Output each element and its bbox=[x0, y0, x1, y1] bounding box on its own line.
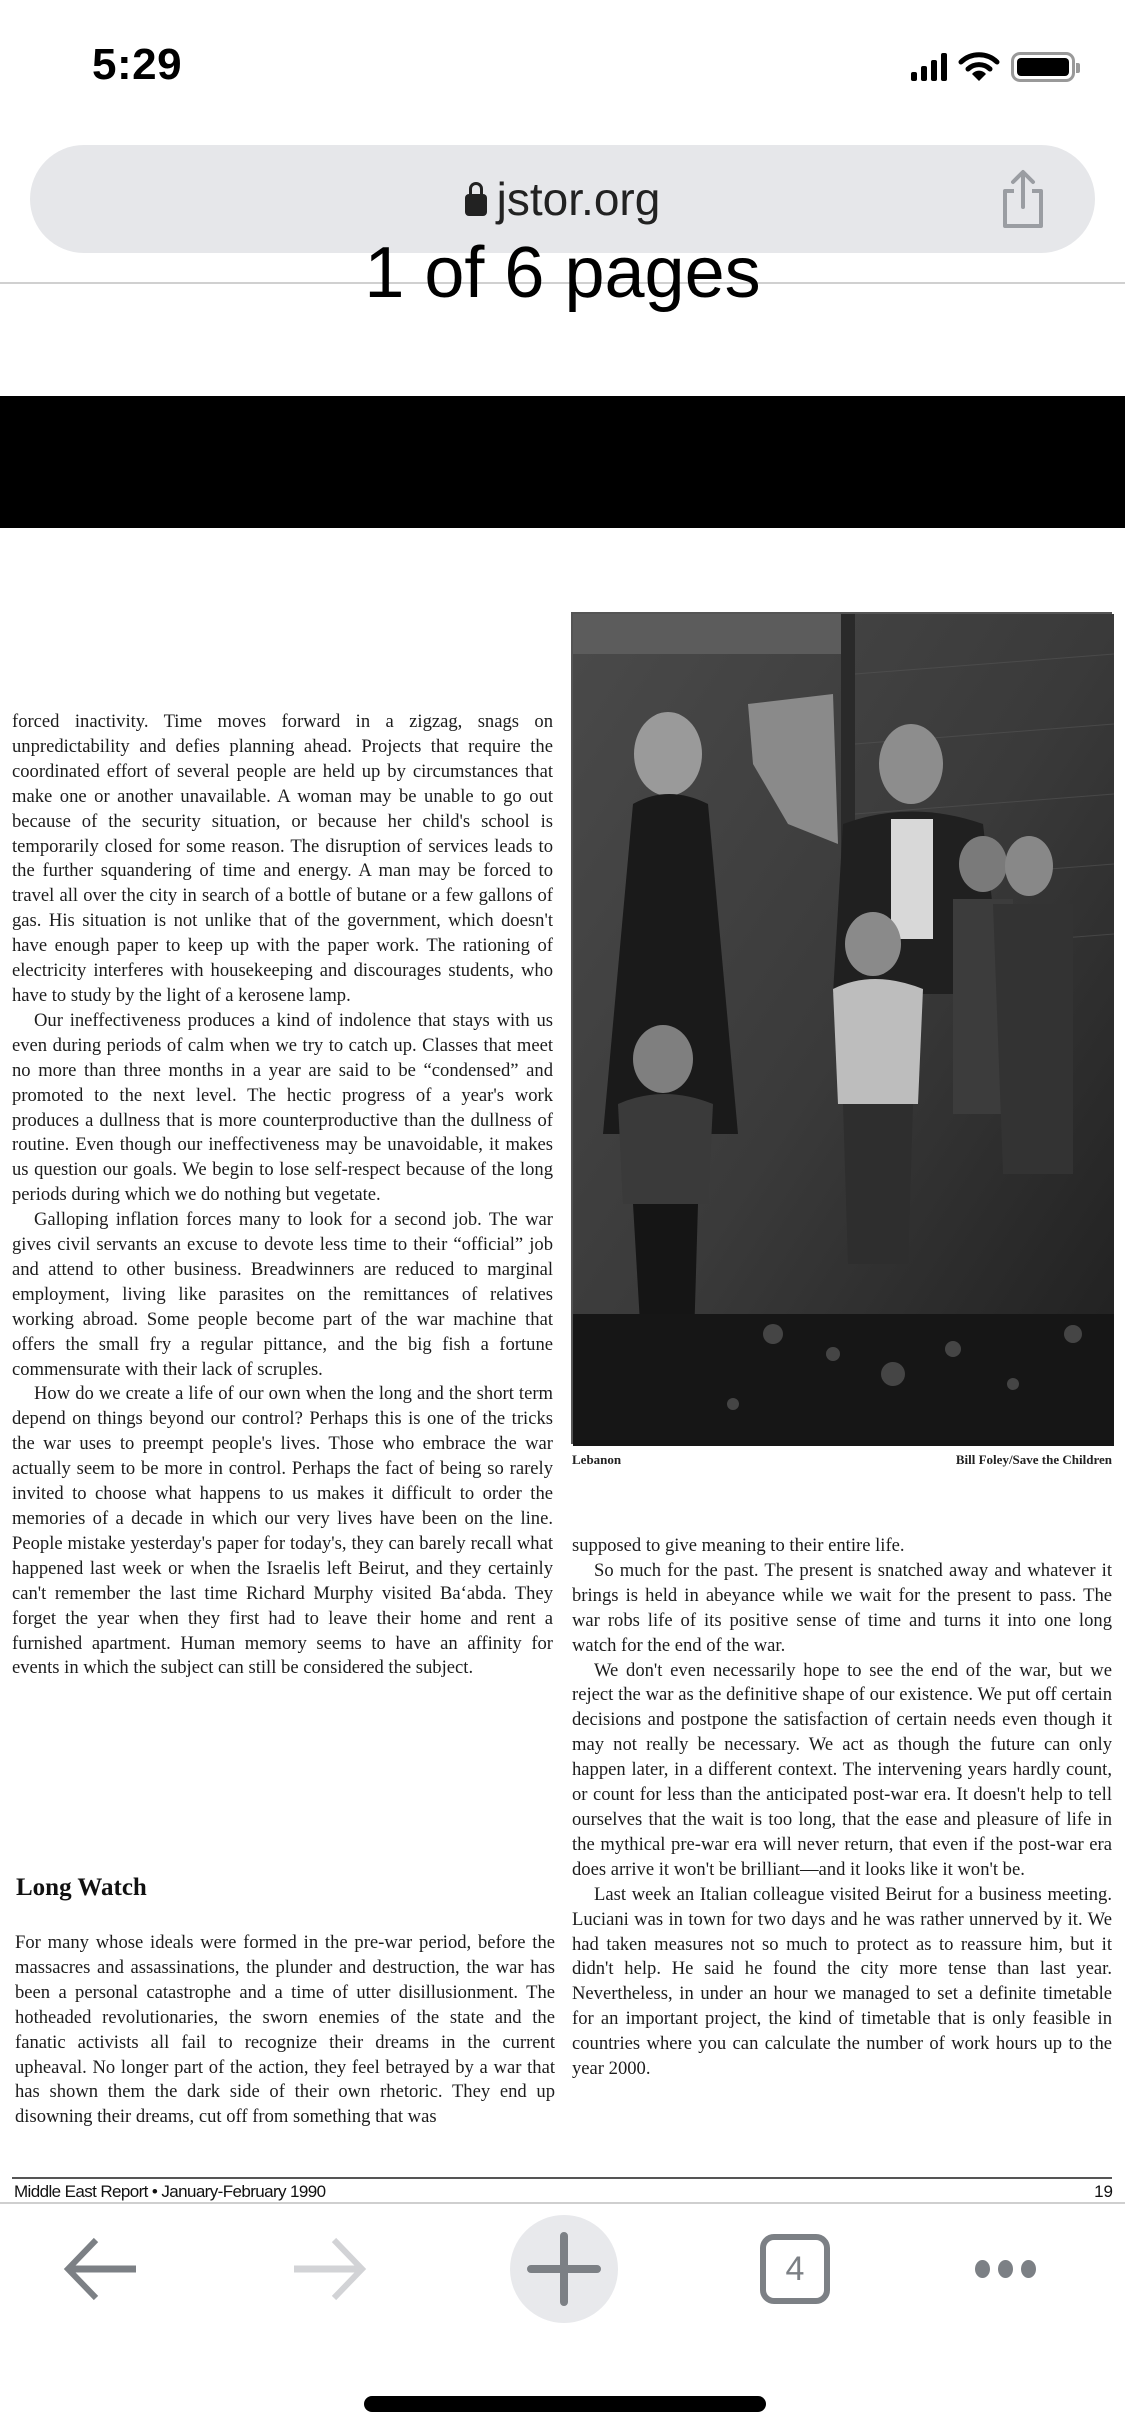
battery-icon bbox=[1011, 52, 1075, 82]
section-heading: Long Watch bbox=[16, 1874, 147, 1901]
paragraph: For many whose ideals were formed in the pre-war period, before the massacres and assassinations, the plunder and destruction, the war has been a personal catastrophe and a time of utter disillusionment. The hotheaded revolutionaries, the sworn enemies of the state and the fanatic activists all fail to recognize their dreams in the current upheaval. No longer part of the action, they feel betrayed by a war that has shown them the dark side of their own rhetoric. They end up disowning their dreams, cut off from something that was bbox=[15, 1932, 555, 2128]
new-tab-button[interactable] bbox=[510, 2204, 618, 2334]
paragraph: Galloping inflation forces many to look for a second job. The war gives civil servants an excuse to devote less time to their “official” job and attend to other business. Breadwinners are reduced to marginal employment, living like parasites on the remittances of relatives working abroad. Some people become part of the war machine that offers the small fry a regular pittance, and the big fish a fortune commensurate with their lack of scruples. bbox=[12, 1209, 553, 1380]
status-bar bbox=[0, 0, 1125, 140]
share-icon[interactable] bbox=[1001, 169, 1045, 229]
photo-caption-location: Lebanon bbox=[572, 1452, 622, 1467]
paragraph: Our ineffectiveness produces a kind of indolence that stays with us even during periods of calm when we try to catch up. Classes that meet no more than three months in a year are said to be “condensed” and promoted to the next level. The hectic progress of a year's work produces a dullness that is more counterproductive than the dullness of routine. Even though our ineffectiveness may be unavoidable, it makes us question our goals. We begin to lose self-respect because of the long periods during which we do nothing but vegetate. bbox=[12, 1009, 553, 1206]
browser-toolbar bbox=[0, 2204, 1125, 2344]
back-button[interactable] bbox=[50, 2204, 150, 2334]
cellular-signal-icon bbox=[911, 53, 947, 81]
tab-count-badge: 4 bbox=[760, 2234, 830, 2304]
photo-caption-credit: Bill Foley/Save the Children bbox=[955, 1452, 1112, 1467]
home-indicator[interactable] bbox=[364, 2396, 766, 2412]
more-options-icon bbox=[975, 2260, 1036, 2278]
document-viewer[interactable] bbox=[0, 233, 1125, 2202]
page-counter: 1 of 6 pages bbox=[364, 233, 761, 313]
url-text[interactable]: jstor.org bbox=[496, 173, 661, 225]
paragraph: supposed to give meaning to their entire life. bbox=[572, 1535, 905, 1556]
page-number: 19 bbox=[1094, 2182, 1113, 2201]
family-photo bbox=[571, 612, 1112, 1444]
publication-footer: Middle East Report • January-February 1990 bbox=[14, 2182, 326, 2201]
forward-button[interactable] bbox=[280, 2204, 380, 2334]
lock-icon bbox=[465, 188, 487, 216]
left-column-bottom bbox=[15, 1931, 555, 2130]
left-column-top bbox=[12, 710, 553, 1681]
right-column bbox=[572, 1534, 1112, 2082]
more-options-button[interactable] bbox=[960, 2204, 1050, 2334]
paragraph: forced inactivity. Time moves forward in a zigzag, snags on unpredictability and defies planning ahead. Projects that require the coordinated effort of several people are held up by circumstances that make one or another unavailable. A woman may be unable to go out because of the security situation, or because her child's school is temporarily closed for some reason. The disruption of services leads to the further squandering of time and energy. A man may be forced to travel all over the city in search of a bottle of butane or a few gallons of gas. His situation is not unlike that of the government, which doesn't have enough paper to keep up with the paper work. The rationing of electricity interferes with housekeeping and discourages students, who have to study by the light of a kerosene lamp. bbox=[12, 711, 553, 1006]
wifi-icon bbox=[959, 52, 999, 82]
photo-image bbox=[573, 614, 1114, 1446]
page-separator-bar bbox=[0, 396, 1125, 528]
status-time: 5:29 bbox=[92, 40, 183, 89]
tab-switcher-button[interactable] bbox=[755, 2204, 835, 2334]
paragraph: So much for the past. The present is snatched away and whatever it brings is held in abeyance while we wait for the present to pass. The war robs life of its positive sense of time and turns it into one long watch for the end of the war. bbox=[572, 1559, 1112, 1656]
status-icons bbox=[911, 52, 1075, 82]
paragraph: How do we create a life of our own when the long and the short term depend on things beyond our control? Perhaps this is one of the tricks the war uses to preempt people's lives. Those who embrace the war actually seem to be more in control. Perhaps the fact of being so rarely invited to choose what happens to us makes it difficult to order the memories of a decade in which our very lives have been on the line. People mistake yesterday's paper for today's, they can barely recall what happened last week or when the Israelis left Beirut, and they certainly can't remember the last time Richard Murphy visited Ba‘abda. They forget the year when they first had to leave their home and rent a furnished apartment. Human memory seems to have an affinity for events in which the subject can still be considered the subject. bbox=[12, 1383, 553, 1679]
back-arrow-icon bbox=[62, 2236, 138, 2302]
plus-icon bbox=[528, 2233, 600, 2305]
paragraph: We don't even necessarily hope to see the end of the war, but we reject the war as the definitive shape of our existence. We put off certain decisions and postpone the satisfaction of certain needs even though it may not really be necessary. We act as though the future can only happen later, in a different context. The intervening years hardly count, or count for less than the anticipated post-war era. It doesn't help to tell ourselves that the wait is too long, that the ease and pleasure of life in the mythical pre-war era will never return, that even if the post-war era does arrive it won't be brilliant—and it looks like it won't be. bbox=[572, 1659, 1112, 1880]
paragraph: Last week an Italian colleague visited Beirut for a business meeting. Luciani was in town for two days and he was rather unnerved by it. We had taken measures not so much to protect as to reassure him, but it didn't help. He said he found the city more tense than last year. Nevertheless, in under an hour we managed to set a definite timetable for an important project, the kind of timetable that is only feasible in countries where you can calculate the number of work hours up to the year 2000. bbox=[572, 1883, 1112, 2080]
forward-arrow-icon bbox=[292, 2236, 368, 2302]
footer-rule bbox=[12, 2177, 1112, 2179]
